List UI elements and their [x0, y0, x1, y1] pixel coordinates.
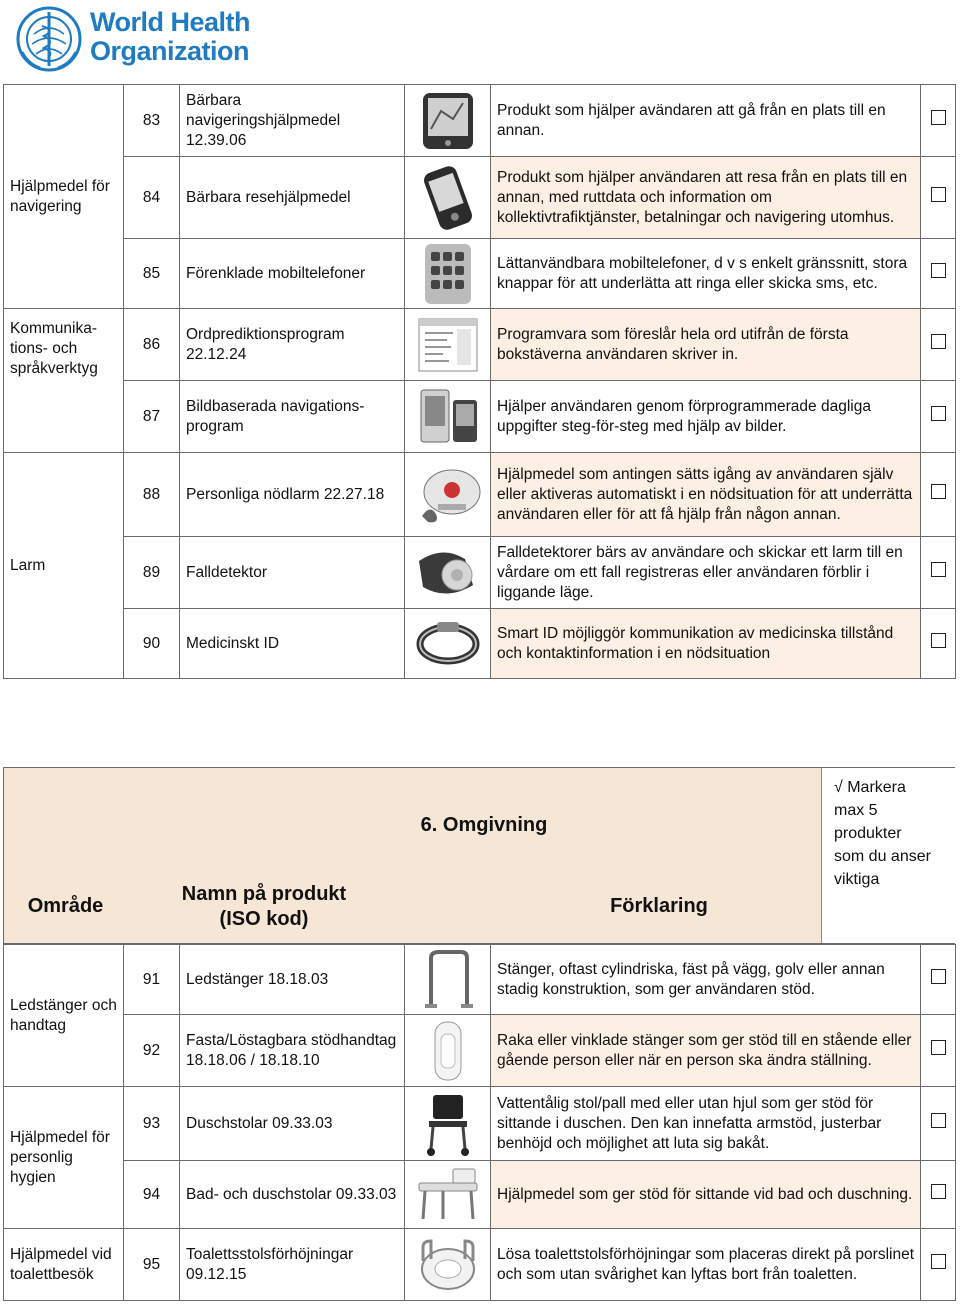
- who-emblem-icon: [14, 4, 84, 74]
- select-checkbox[interactable]: [921, 381, 956, 453]
- handrail-icon: [405, 945, 491, 1015]
- table-row: [4, 309, 956, 381]
- section-title: 6. Omgivning: [420, 814, 548, 836]
- area-cell: Larm: [4, 453, 124, 679]
- product-name: Duschstolar 09.33.03: [180, 1087, 405, 1161]
- product-name: Bad- och duschstolar 09.33.03: [180, 1161, 405, 1229]
- products-table-1: [3, 84, 956, 679]
- product-name: Falldetektor: [180, 537, 405, 609]
- explanation: Lättanvändbara mobiltelefoner, d v s enkelt gränssnitt, stora knappar för att underlätta att ringa eller skicka sms, etc.: [491, 239, 921, 309]
- column-header-product: [164, 882, 364, 932]
- item-number: 83: [124, 85, 180, 157]
- select-checkbox[interactable]: [921, 1015, 956, 1087]
- grab-bar-icon: [405, 1015, 491, 1087]
- table-row: [4, 85, 956, 157]
- table-row: [4, 537, 956, 609]
- explanation: Raka eller vinklade stänger som ger stöd till en stående eller gående person eller när en person ska ändra ställning.: [491, 1015, 921, 1087]
- table-row: [4, 1087, 956, 1161]
- explanation: Stänger, oftast cylindriska, fäst på vägg, golv eller annan stadig konstruktion, som ger användaren stöd.: [491, 945, 921, 1015]
- mark-line: max 5: [834, 802, 878, 819]
- explanation: Falldetektorer bärs av användare och skickar ett larm till en vårdare om ett fall registreras eller användaren förblir i liggande läge.: [491, 537, 921, 609]
- item-number: 92: [124, 1015, 180, 1087]
- section-header: [3, 767, 955, 944]
- item-number: 87: [124, 381, 180, 453]
- mark-line: viktiga: [834, 871, 880, 888]
- area-cell: Kommunika-tions- och språkverktyg: [4, 309, 124, 453]
- product-name: Fasta/Löstagbara stödhandtag 18.18.06 / 18.18.10: [180, 1015, 405, 1087]
- gps-device-icon: [405, 85, 491, 157]
- table-row: [4, 453, 956, 537]
- word-prediction-screen-icon: [405, 309, 491, 381]
- item-number: 90: [124, 609, 180, 679]
- logo-line-2: Organization: [90, 36, 250, 66]
- table-row: [4, 609, 956, 679]
- table-row: [4, 945, 956, 1015]
- area-cell: Hjälpmedel vid toalettbesök: [4, 1229, 124, 1301]
- product-name: Toalettsstolsförhöjningar 09.12.15: [180, 1229, 405, 1301]
- column-header-product-line-2: (ISO kod): [219, 908, 309, 930]
- area-cell: Hjälpmedel för personlig hygien: [4, 1087, 124, 1229]
- item-number: 86: [124, 309, 180, 381]
- explanation: Lösa toalettstolsförhöjningar som placeras direkt på porslinet och som utan svårighet kan lyftas bort från toaletten.: [491, 1229, 921, 1301]
- explanation: Produkt som hjälper användaren att resa från en plats till en annan, med ruttdata och information om kollektivtrafiktjänster, betalningar och navigering utomhus.: [491, 157, 921, 239]
- product-name: Bildbaserada navigations-program: [180, 381, 405, 453]
- area-cell: Ledstänger och handtag: [4, 945, 124, 1087]
- select-checkbox[interactable]: [921, 157, 956, 239]
- item-number: 93: [124, 1087, 180, 1161]
- select-checkbox[interactable]: [921, 1229, 956, 1301]
- mark-line: √ Markera: [834, 779, 906, 796]
- table-row: [4, 1229, 956, 1301]
- table-row: [4, 1015, 956, 1087]
- column-header-area: Område: [27, 895, 104, 917]
- explanation: Programvara som föreslår hela ord utifrån de första bokstäverna användaren skriver in.: [491, 309, 921, 381]
- who-wordmark: [90, 8, 250, 66]
- explanation: Hjälper användaren genom förprogrammerade dagliga uppgifter steg-för-steg med hjälp av bilder.: [491, 381, 921, 453]
- select-checkbox[interactable]: [921, 1087, 956, 1161]
- bath-bench-icon: [405, 1161, 491, 1229]
- product-name: Bärbara navigeringshjälpmedel 12.39.06: [180, 85, 405, 157]
- toilet-riser-icon: [405, 1229, 491, 1301]
- product-name: Personliga nödlarm 22.27.18: [180, 453, 405, 537]
- personal-alarm-icon: [405, 453, 491, 537]
- shower-chair-icon: [405, 1087, 491, 1161]
- simple-phone-icon: [405, 239, 491, 309]
- table-row: [4, 1161, 956, 1229]
- mark-instruction: [821, 768, 955, 943]
- item-number: 88: [124, 453, 180, 537]
- medical-id-bracelet-icon: [405, 609, 491, 679]
- select-checkbox[interactable]: [921, 309, 956, 381]
- travel-gps-icon: [405, 157, 491, 239]
- product-name: Bärbara resehjälpmedel: [180, 157, 405, 239]
- explanation: Smart ID möjliggör kommunikation av medicinska tillstånd och kontaktinformation i en nödsituation: [491, 609, 921, 679]
- area-cell: Hjälpmedel för navigering: [4, 85, 124, 309]
- product-name: Ledstänger 18.18.03: [180, 945, 405, 1015]
- picture-navigation-icon: [405, 381, 491, 453]
- item-number: 94: [124, 1161, 180, 1229]
- item-number: 91: [124, 945, 180, 1015]
- table-row: [4, 239, 956, 309]
- mark-line: som du anser: [834, 848, 931, 865]
- mark-line: produkter: [834, 825, 902, 842]
- table-row: [4, 157, 956, 239]
- column-header-explanation: Förklaring: [610, 895, 708, 917]
- item-number: 89: [124, 537, 180, 609]
- item-number: 84: [124, 157, 180, 239]
- explanation: Vattentålig stol/pall med eller utan hjul som ger stöd för sittande i duschen. Den kan innefatta armstöd, justerbar benhöjd och möjlighet att luta sig bakåt.: [491, 1087, 921, 1161]
- product-name: Ordprediktionsprogram 22.12.24: [180, 309, 405, 381]
- products-table-2: [3, 944, 956, 1301]
- who-logo: [12, 2, 262, 76]
- item-number: 85: [124, 239, 180, 309]
- select-checkbox[interactable]: [921, 239, 956, 309]
- select-checkbox[interactable]: [921, 945, 956, 1015]
- select-checkbox[interactable]: [921, 1161, 956, 1229]
- select-checkbox[interactable]: [921, 609, 956, 679]
- column-header-product-line-1: Namn på produkt: [181, 883, 347, 905]
- logo-line-1: World Health: [90, 7, 251, 37]
- explanation: Produkt som hjälper avändaren att gå från en plats till en annan.: [491, 85, 921, 157]
- item-number: 95: [124, 1229, 180, 1301]
- select-checkbox[interactable]: [921, 85, 956, 157]
- product-name: Förenklade mobiltelefoner: [180, 239, 405, 309]
- select-checkbox[interactable]: [921, 453, 956, 537]
- explanation: Hjälpmedel som ger stöd för sittande vid bad och duschning.: [491, 1161, 921, 1229]
- table-row: [4, 381, 956, 453]
- fall-detector-icon: [405, 537, 491, 609]
- product-name: Medicinskt ID: [180, 609, 405, 679]
- explanation: Hjälpmedel som antingen sätts igång av användaren själv eller aktiveras automatiskt i en nödsituation för att underrätta användaren eller för att få hjälp från någon annan.: [491, 453, 921, 537]
- select-checkbox[interactable]: [921, 537, 956, 609]
